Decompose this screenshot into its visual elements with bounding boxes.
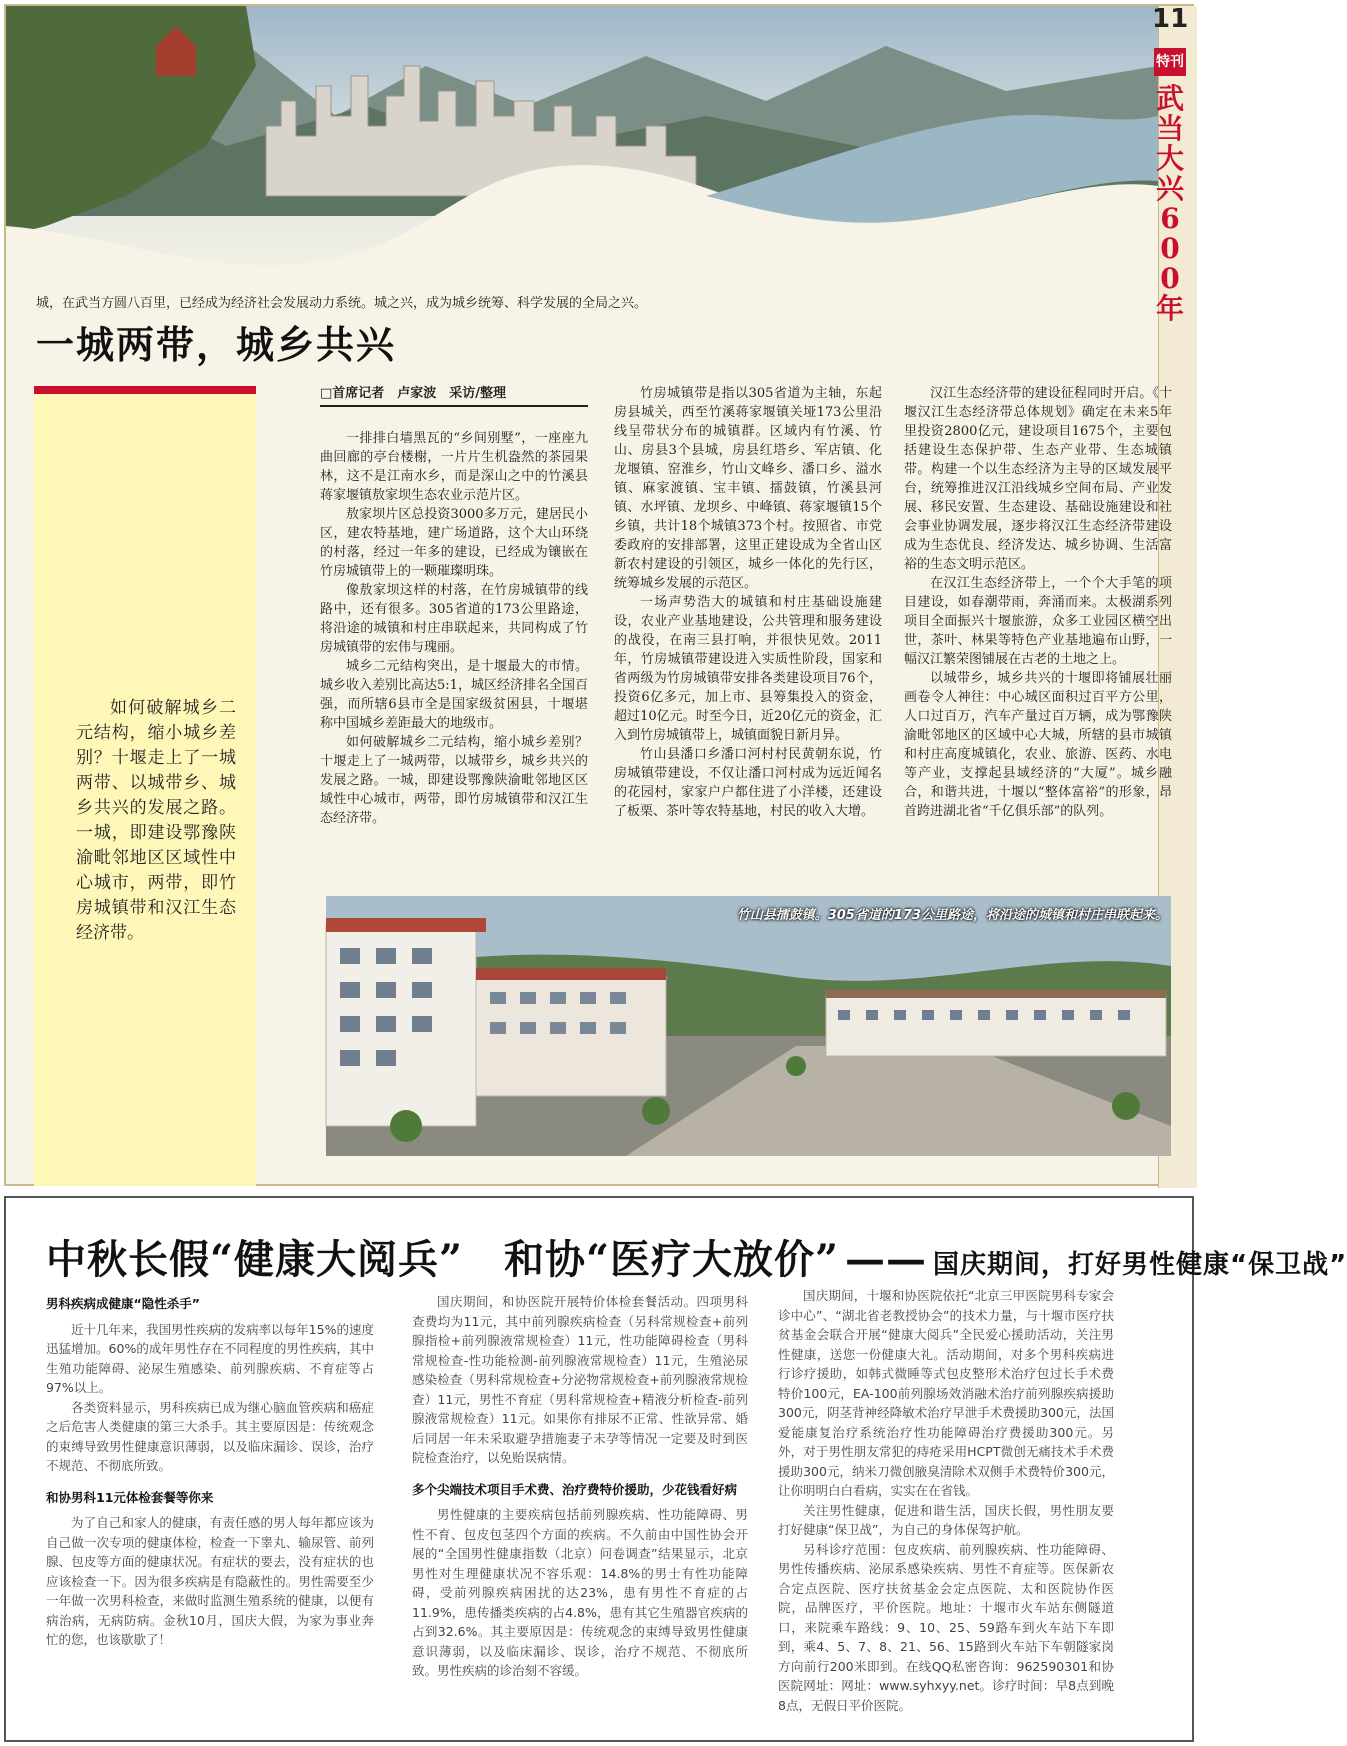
series-title: 武当大兴600年: [1155, 82, 1184, 325]
section-badge: 特刊: [1154, 48, 1186, 76]
ad-paragraph: 男性健康的主要疾病包括前列腺疾病、性功能障碍、男性不育、包皮包茎四个方面的疾病。不久前由中国性协会开展的“全国男性健康指数（北京）问卷调查”结果显示，北京男性对生理健康状况不容乐观：14.8%的男士有性功能障碍，受前列腺疾病困扰的达23%，患有男性不育症的占11.9%，患传播类疾病的占4.8%，患有其它生殖器官疾病的占到32.6%。其主要原因是：传统观念的束缚导致男性健康意识薄弱，以及临床漏诊、误诊，治疗不规范、不彻底所致。男性疾病的诊治刻不容缓。: [412, 1507, 748, 1678]
article-column-1: [320, 384, 588, 828]
ad-paragraph: 另科诊疗范围：包皮疾病、前列腺疾病、性功能障碍、男性传播疾病、泌尿系感染疾病、男性不育症等。医保新农合定点医院、医疗扶贫基金会定点医院、太和医院协作医院，品牌医疗，平价医院。地址：十堰市火车站东侧隧道口，来院乘车路线：9、10、25、59路车到火车站下车即到，乘4、5、7、8、21、56、15路到火车站下车朝隧家岗方向前行200米即到。在线QQ私密咨询：962590301和协医院网址：网址：www.syhxyy.net。诊疗时间：早8点到晚8点，无假日平价医院。: [778, 1541, 1114, 1713]
article-column-2: [614, 384, 882, 821]
ad-paragraph: 各类资料显示，男科疾病已成为继心脑血管疾病和癌症之后危害人类健康的第三大杀手。其主要原因是：传统观念的束缚导致男性健康意识薄弱，以及临床漏诊、误诊，治疗不规范、不彻底所致。: [46, 1399, 374, 1473]
paragraph: 竹山县潘口乡潘口河村村民黄朝东说，竹房城镇带建设，不仅让潘口河村成为远近闻名的花园村，家家户户都住进了小洋楼，还建设了板栗、茶叶等农特基地，村民的收入大增。: [614, 747, 882, 819]
ad-paragraph: 国庆期间，和协医院开展特价体检套餐活动。四项男科查费均为11元，其中前列腺疾病检查（另科常规检查+前列腺指检+前列腺液常规检查）11元，性功能障碍检查（男科常规检查-性功能检测-前列腺液常规检查）11元，生殖泌尿感染检查（男科常规检查+分泌物常规检查+前列腺液常规检查）11元，男性不育症（男科常规检查+精液分析检查-前列腺液常规检查）11元。如果你有排尿不正常、性欲异常、婚后同居一年未采取避孕措施妻子未孕等情况一定要及时到医院检查治疗，以免贻误病情。: [412, 1294, 748, 1465]
ad-section-heading: 多个尖端技术项目手术费、治疗费特价援助，少花钱看好病: [412, 1481, 738, 1497]
ad-headline-main: 中秋长假“健康大阅兵” 和协“医疗大放价”: [46, 1236, 840, 1283]
ad-headline: [46, 1228, 1347, 1285]
paragraph: 一排排白墙黑瓦的“乡间别墅”，一座座九曲回廊的亭台楼榭，一片片生机盎然的茶园果林，这不是江南水乡，而是深山之中的竹溪县蒋家堰镇敖家坝生态农业示范片区。: [320, 431, 588, 503]
summary-text: 如何破解城乡二元结构，缩小城乡差别？十堰走上了一城两带、以城带乡、城乡共兴的发展之路。一城，即建设鄂豫陕渝毗邻地区区域性中心城市，两带，即竹房城镇带和汉江生态经济带。: [76, 698, 236, 943]
paragraph: 如何破解城乡二元结构，缩小城乡差别？十堰走上了一城两带，以城带乡，城乡共兴的发展之路。一城，即建设鄂豫陕渝毗邻地区区域性中心城市，两带，即竹房城镇带和汉江生态经济带。: [320, 735, 588, 826]
ad-headline-sub: 国庆期间，打好男性健康“保卫战”: [933, 1250, 1347, 1280]
city-panorama-illustration: [6, 6, 1158, 286]
paragraph: 汉江生态经济带的建设征程同时开启。《十堰汉江生态经济带总体规划》确定在未来5年里投资2800亿元，建设项目1675个，主要包括建设生态保护带、生态产业带、生态城镇带。构建一个以生态经济为主导的区域发展平台，统筹推进汉江沿线城乡空间布局、产业发展、移民安置、生态建设、基础设施建设和社会事业协调发展，逐步将汉江生态经济带建设成为生态优良、经济发达、城乡协调、生活富裕的生态文明示范区。: [904, 386, 1172, 572]
summary-box: [34, 386, 256, 1186]
paragraph: 敖家坝片区总投资3000多万元，建居民小区，建农特基地，建广场道路，这个大山环绕的村落，经过一年多的建设，已经成为镶嵌在竹房城镇带上的一颗璀璨明珠。: [320, 507, 588, 579]
ad-column-2: [412, 1292, 748, 1681]
article-headline: 一城两带，城乡共兴: [36, 322, 397, 367]
page-number: 11: [1152, 4, 1189, 34]
paragraph: 像敖家坝这样的村落，在竹房城镇带的线路中，还有很多。305省道的173公里路途，将沿途的城镇和村庄串联起来，共同构成了竹房城镇带的宏伟与瑰丽。: [320, 583, 588, 655]
paragraph: 城乡二元结构突出，是十堰最大的市情。城乡收入差别比高达5:1，城区经济排名全国百强，而所辖6县市全是国家级贫困县，十堰堪称中国城乡差距最大的地级市。: [320, 659, 588, 731]
ad-column-1: [46, 1292, 374, 1650]
ad-section-heading: 和协男科11元体检套餐等你来: [46, 1489, 214, 1505]
lead-line: 城，在武当方圆八百里，已经成为经济社会发展动力系统。城之兴，成为城乡统筹、科学发展的全局之兴。: [36, 296, 648, 311]
paragraph: 在汉江生态经济带上，一个个大手笔的项目建设，如春潮带雨，奔涌而来。太极湖系列项目全面振兴十堰旅游，众多工业园区横空出世，茶叶、林果等特色产业基地遍布山野，一幅汉江繁荣图铺展在古老的土地之上。: [904, 576, 1172, 667]
ad-section-heading: 男科疾病成健康“隐性杀手”: [46, 1296, 200, 1311]
ad-paragraph: 关注男性健康，促进和谐生活，国庆长假，男性朋友要打好健康“保卫战”，为自己的身体保驾护航。: [778, 1502, 1114, 1537]
ad-column-3: [778, 1286, 1114, 1715]
paragraph: 以城带乡，城乡共兴的十堰即将铺展壮丽画卷令人神往：中心城区面积过百平方公里，人口过百万，汽车产量过百万辆，成为鄂豫陕渝毗邻地区的区域中心大城，所辖的县市城镇和村庄高度城镇化，农业、旅游、医药、水电等产业，支撑起县域经济的“大厦”。城乡融合，和谐共进，十堰以“整体富裕”的形象，昂首跨进湖北省“千亿俱乐部”的队列。: [904, 671, 1172, 819]
article-column-3: [904, 384, 1172, 821]
ad-paragraph: 国庆期间，十堰和协医院依托“北京三甲医院男科专家会诊中心”、“湖北省老教授协会”的技术力量，与十堰市医疗扶贫基金会联合开展“健康大阅兵”全民爱心援助活动，关注男性健康，送您一份健康大礼。活动期间，对多个男科疾病进行诊疗援助，如韩式微睡等式包皮整形术治疗包过长手术费特价100元，EA-100前列腺场效消融术治疗前列腺疾病援助300元，阴茎背神经降敏术治疗早泄手术费援助300元，法国爱能康复治疗系统治疗性功能障碍治疗费援助300元。另外，对于男性朋友常犯的痔疮采用HCPT微创无痛技术手术费援助300元，纳米刀微创腋臭清除术双侧手术费特价300元，让你明明白白看病，实实在在省钱。: [778, 1288, 1114, 1498]
town-photo: [326, 896, 1171, 1156]
ad-paragraph: 为了自己和家人的健康，有责任感的男人每年都应该为自己做一次专项的健康体检，检查一下睾丸、输尿管、前列腺、包皮等方面的健康状况。有症状的要去，没有症状的也应该检查一下。因为很多疾病是有隐蔽性的。男性需要至少一年做一次男科检查，来做时监测生殖系统的健康，以便有病治病，无病防病。金秋10月，国庆大假，为家为事业奔忙的您，也该歇歇了！: [46, 1515, 374, 1647]
town-street-illustration: [326, 896, 1171, 1156]
ad-headline-dash: ——: [845, 1236, 928, 1283]
paragraph: 竹房城镇带是指以305省道为主轴，东起房县城关，西至竹溪蒋家堰镇关垭173公里沿线呈带状分布的城镇群。区域内有竹溪、竹山、房县3个县城，房县红塔乡、军店镇、化龙堰镇、窑淮乡，竹山文峰乡、潘口乡、溢水镇、麻家渡镇、宝丰镇、擂鼓镇，竹溪县河镇、水坪镇、龙坝乡、中峰镇、蒋家堰镇15个乡镇，共计18个城镇373个村。按照省、市党委政府的安排部署，这里正建设成为全省山区新农村建设的引领区，城乡一体化的先行区，统筹城乡发展的示范区。: [614, 386, 882, 591]
byline: □首席记者 卢家波 采访/整理: [320, 384, 588, 407]
photo-caption: 竹山县擂鼓镇。305省道的173公里路途，将沿途的城镇和村庄串联起来。: [736, 908, 1168, 923]
ad-paragraph: 近十几年来，我国男性疾病的发病率以每年15%的速度迅猛增加。60%的成年男性存在不同程度的男性疾病，其中生殖功能障碍、泌尿生殖感染、前列腺疾病、不育症等占97%以上。: [46, 1321, 374, 1395]
paragraph: 一场声势浩大的城镇和村庄基础设施建设，农业产业基地建设，公共管理和服务建设的战役，在南三县打响，并很快见效。2011年，竹房城镇带建设进入实质性阶段，国家和省两级为竹房城镇带安排各类建设项目76个，投资6亿多元，加上市、县筹集投入的资金，超过10亿元。时至今日，近20亿元的资金，汇入到竹房城镇带上，城镇面貌日新月异。: [614, 595, 882, 743]
banner-image: [6, 6, 1158, 286]
